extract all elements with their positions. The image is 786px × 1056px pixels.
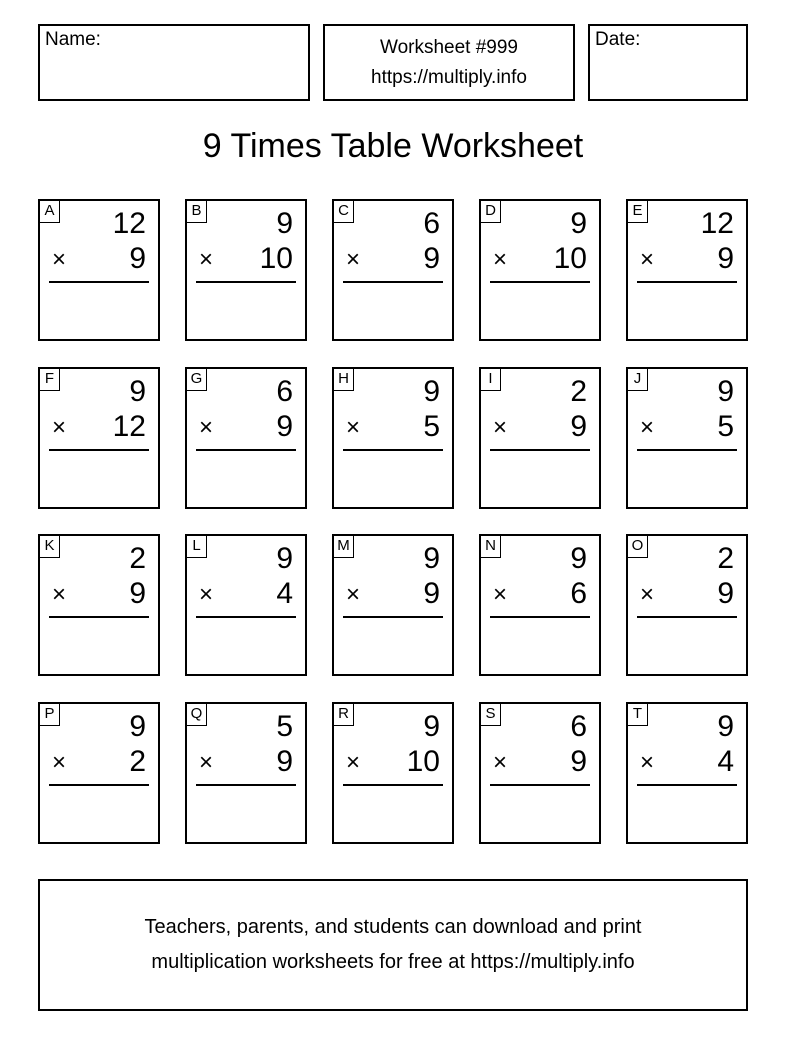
answer-line bbox=[490, 616, 590, 618]
multiplier: 9 bbox=[276, 744, 293, 778]
multiplicand: 9 bbox=[276, 207, 293, 240]
times-sign: × bbox=[346, 748, 361, 776]
problem-letter: T bbox=[628, 704, 648, 726]
times-sign: × bbox=[493, 246, 508, 273]
multiplicand: 5 bbox=[276, 709, 293, 743]
multiplier: 9 bbox=[129, 577, 146, 610]
answer-line bbox=[343, 281, 443, 283]
problem-letter: C bbox=[334, 201, 354, 223]
answer-line bbox=[637, 616, 737, 618]
multiplier: 9 bbox=[570, 744, 587, 778]
times-sign: × bbox=[52, 246, 67, 273]
multiplier: 9 bbox=[423, 577, 440, 610]
multiplicand: 6 bbox=[276, 374, 293, 408]
multiplier: 9 bbox=[276, 409, 293, 443]
multiplicand: 9 bbox=[423, 542, 440, 575]
problem-letter: D bbox=[481, 201, 501, 223]
answer-line bbox=[490, 784, 590, 786]
problem-card[interactable] bbox=[185, 702, 307, 844]
date-field[interactable] bbox=[588, 24, 748, 101]
multiplicand: 2 bbox=[570, 374, 587, 408]
problem-card[interactable] bbox=[479, 702, 601, 844]
times-sign: × bbox=[199, 581, 214, 608]
page-title: 9 Times Table Worksheet bbox=[202, 127, 584, 165]
times-sign: × bbox=[52, 748, 67, 776]
problem-letter: A bbox=[40, 201, 60, 223]
answer-line bbox=[49, 449, 149, 451]
answer-line bbox=[490, 281, 590, 283]
problem-letter: G bbox=[187, 369, 207, 391]
multiplicand: 2 bbox=[717, 542, 734, 575]
multiplicand: 9 bbox=[276, 542, 293, 575]
times-sign: × bbox=[493, 748, 508, 776]
problem-letter: E bbox=[628, 201, 648, 223]
times-sign: × bbox=[199, 246, 214, 273]
worksheet-info-box bbox=[323, 24, 575, 101]
footer-line-1: Teachers, parents, and students can download and print bbox=[144, 916, 642, 938]
multiplicand: 9 bbox=[423, 374, 440, 408]
multiplier: 10 bbox=[259, 242, 293, 275]
problem-card[interactable] bbox=[332, 534, 454, 676]
multiplier: 2 bbox=[129, 744, 146, 778]
multiplier: 9 bbox=[570, 409, 587, 443]
multiplicand: 9 bbox=[717, 374, 734, 408]
multiplier: 9 bbox=[423, 242, 440, 275]
multiplier: 5 bbox=[717, 409, 734, 443]
problem-letter: R bbox=[334, 704, 354, 726]
times-sign: × bbox=[640, 246, 655, 273]
answer-line bbox=[196, 616, 296, 618]
problem-card[interactable] bbox=[332, 199, 454, 341]
problem-card[interactable] bbox=[332, 367, 454, 509]
answer-line bbox=[49, 616, 149, 618]
problem-letter: H bbox=[334, 369, 354, 391]
answer-line bbox=[49, 281, 149, 283]
multiplier: 4 bbox=[276, 577, 293, 610]
multiplicand: 12 bbox=[700, 207, 734, 240]
times-sign: × bbox=[640, 748, 655, 776]
problem-card[interactable] bbox=[38, 199, 160, 341]
answer-line bbox=[637, 784, 737, 786]
problem-card[interactable] bbox=[479, 199, 601, 341]
multiplicand: 6 bbox=[570, 709, 587, 743]
multiplier: 9 bbox=[717, 242, 734, 275]
times-sign: × bbox=[346, 246, 361, 273]
worksheet-number: Worksheet #999 bbox=[379, 37, 518, 58]
problem-card[interactable] bbox=[185, 199, 307, 341]
answer-line bbox=[196, 449, 296, 451]
name-field[interactable] bbox=[38, 24, 310, 101]
multiplicand: 12 bbox=[112, 207, 146, 240]
multiplier: 10 bbox=[406, 744, 440, 778]
problem-card[interactable] bbox=[479, 534, 601, 676]
problem-letter: O bbox=[628, 536, 648, 558]
answer-line bbox=[490, 449, 590, 451]
problem-card[interactable] bbox=[38, 702, 160, 844]
times-sign: × bbox=[640, 581, 655, 608]
answer-line bbox=[196, 784, 296, 786]
problem-grid bbox=[38, 199, 750, 844]
problem-letter: K bbox=[40, 536, 60, 558]
multiplier: 10 bbox=[553, 242, 587, 275]
times-sign: × bbox=[346, 581, 361, 608]
problem-card[interactable] bbox=[38, 534, 160, 676]
multiplier: 4 bbox=[717, 744, 734, 778]
problem-letter: I bbox=[481, 369, 501, 391]
problem-letter: F bbox=[40, 369, 60, 391]
problem-card[interactable] bbox=[185, 367, 307, 509]
problem-letter: M bbox=[334, 536, 354, 558]
answer-line bbox=[343, 449, 443, 451]
problem-letter: Q bbox=[187, 704, 207, 726]
multiplier: 9 bbox=[717, 577, 734, 610]
multiplicand: 9 bbox=[570, 542, 587, 575]
times-sign: × bbox=[199, 748, 214, 776]
footer-box bbox=[38, 879, 748, 1011]
multiplier: 5 bbox=[423, 409, 440, 443]
problem-card[interactable] bbox=[185, 534, 307, 676]
times-sign: × bbox=[493, 413, 508, 441]
problem-card[interactable] bbox=[626, 199, 748, 341]
problem-card[interactable] bbox=[626, 367, 748, 509]
multiplicand: 9 bbox=[129, 374, 146, 408]
answer-line bbox=[637, 281, 737, 283]
times-sign: × bbox=[346, 413, 361, 441]
times-sign: × bbox=[640, 413, 655, 441]
multiplicand: 9 bbox=[423, 709, 440, 743]
answer-line bbox=[343, 784, 443, 786]
answer-line bbox=[637, 449, 737, 451]
problem-letter: N bbox=[481, 536, 501, 558]
name-label: Name: bbox=[45, 29, 101, 50]
answer-line bbox=[343, 616, 443, 618]
answer-line bbox=[196, 281, 296, 283]
problem-letter: L bbox=[187, 536, 207, 558]
website-url: https://multiply.info bbox=[371, 67, 527, 88]
times-sign: × bbox=[199, 413, 214, 441]
multiplicand: 9 bbox=[570, 207, 587, 240]
multiplicand: 9 bbox=[717, 709, 734, 743]
problem-letter: J bbox=[628, 369, 648, 391]
multiplier: 9 bbox=[129, 242, 146, 275]
problem-card[interactable] bbox=[479, 367, 601, 509]
multiplicand: 2 bbox=[129, 542, 146, 575]
multiplicand: 6 bbox=[423, 207, 440, 240]
problem-letter: S bbox=[481, 704, 501, 726]
problem-card[interactable] bbox=[38, 367, 160, 509]
problem-letter: P bbox=[40, 704, 60, 726]
problem-card[interactable] bbox=[626, 702, 748, 844]
multiplicand: 9 bbox=[129, 709, 146, 743]
problem-card[interactable] bbox=[626, 534, 748, 676]
multiplier: 6 bbox=[570, 577, 587, 610]
times-sign: × bbox=[493, 581, 508, 608]
problem-card[interactable] bbox=[332, 702, 454, 844]
footer-line-2: multiplication worksheets for free at https://multiply.info bbox=[151, 951, 635, 973]
multiplier: 12 bbox=[112, 409, 146, 443]
answer-line bbox=[49, 784, 149, 786]
times-sign: × bbox=[52, 413, 67, 441]
times-sign: × bbox=[52, 581, 67, 608]
problem-letter: B bbox=[187, 201, 207, 223]
date-label: Date: bbox=[595, 29, 641, 50]
